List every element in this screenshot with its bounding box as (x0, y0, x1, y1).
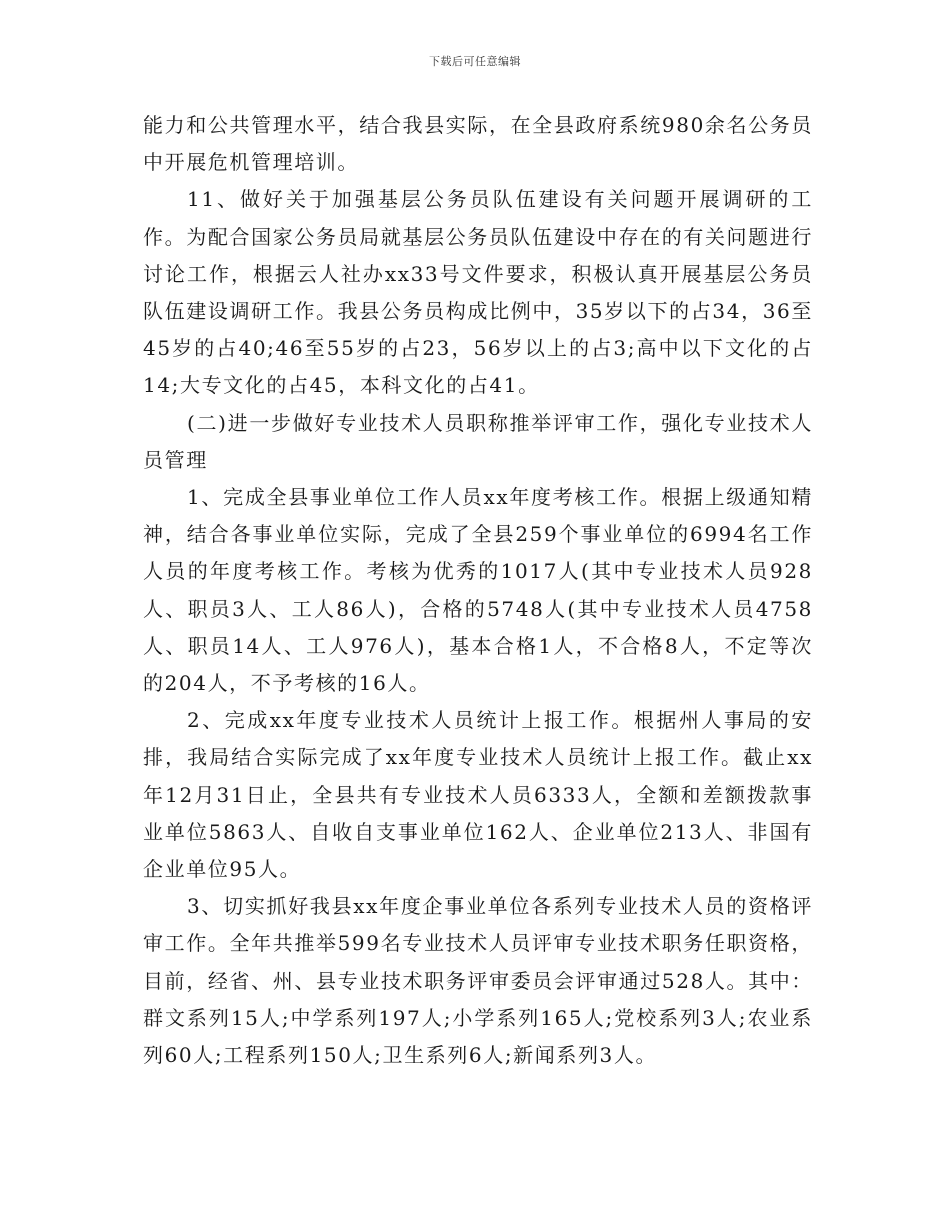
page-header: 下载后可任意编辑 (429, 55, 521, 68)
paragraph-item-3: 3、切实抓好我县xx年度企事业单位各系列专业技术人员的资格评审工作。全年共推举599名专业技术人员评审专业技术职务任职资格，目前，经省、州、县专业技术职务评审委员会评审通过528人。其中：群文系列15人;中学系列197人;小学系列165人;党校系列3人;农业系列60人;工程系列150人;卫生系列6人;新闻系列3人。 (143, 894, 813, 1068)
document-body (143, 107, 813, 1074)
section-heading-2: (二)进一步做好专业技术人员职称推举评审工作，强化专业技术人员管理 (143, 410, 813, 472)
paragraph-continuation: 能力和公共管理水平，结合我县实际，在全县政府系统980余名公务员中开展危机管理培训。 (143, 113, 813, 175)
paragraph-item-1: 1、完成全县事业单位工作人员xx年度考核工作。根据上级通知精神，结合各事业单位实际，完成了全县259个事业单位的6994名工作人员的年度考核工作。考核为优秀的1017人(其中专业技术人员928人、职员3人、工人86人)，合格的5748人(其中专业技术人员4758人、职员14人、工人976人)，基本合格1人，不合格8人，不定等次的204人，不予考核的16人。 (143, 485, 813, 696)
paragraph-item-2: 2、完成xx年度专业技术人员统计上报工作。根据州人事局的安排，我局结合实际完成了xx年度专业技术人员统计上报工作。截止xx年12月31日止，全县共有专业技术人员6333人，全额和差额拨款事业单位5863人、自收自支事业单位162人、企业单位213人、非国有企业单位95人。 (143, 708, 813, 882)
paragraph-item-11: 11、做好关于加强基层公务员队伍建设有关问题开展调研的工作。为配合国家公务员局就基层公务员队伍建设中存在的有关问题进行讨论工作，根据云人社办xx33号文件要求，积极认真开展基层公务员队伍建设调研工作。我县公务员构成比例中，35岁以下的占34，36至45岁的占40;46至55岁的占23，56岁以上的占3;高中以下文化的占14;大专文化的占45，本科文化的占41。 (143, 187, 813, 398)
